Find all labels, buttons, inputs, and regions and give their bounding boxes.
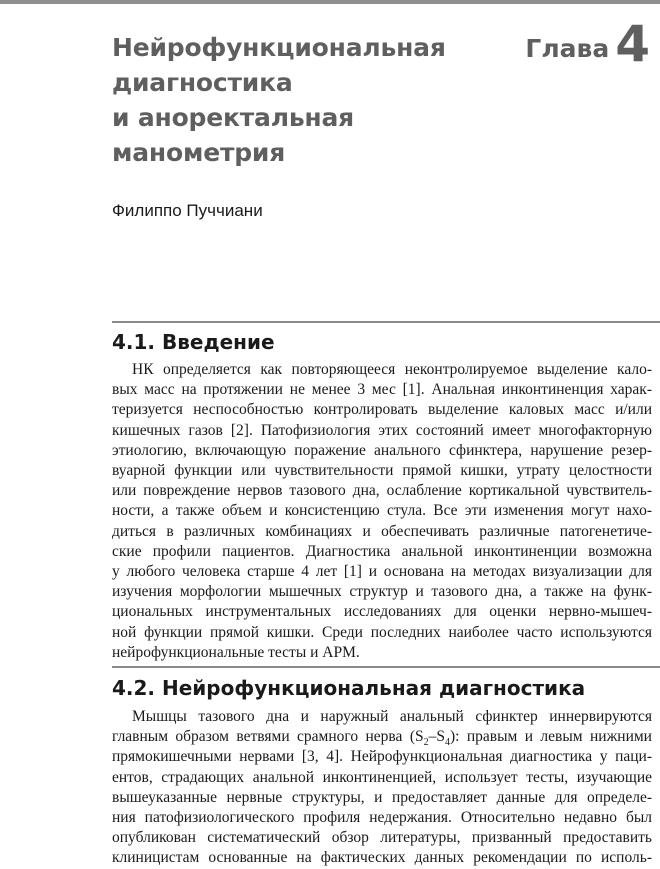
chapter-word: Глава [525, 34, 610, 63]
text-line: изучения морфологии мышечных структур и тазового дна, а также на функ- [112, 583, 652, 601]
text-line: или повреждение нервов тазового дна, ослабление кортикальной чувствитель- [112, 482, 652, 500]
text-line: клиницистам основанные на фактических данных рекомендации по исполь- [112, 849, 652, 867]
title-line: диагностика [112, 68, 293, 97]
text-line: теризуется неспособностью контролировать выделение каловых масс и/или [112, 401, 652, 419]
text-line: нейрофункциональные тесты и АРМ. [112, 643, 360, 661]
text-line: у любого человека старше 4 лет [1] и основана на методах визуализации для [112, 563, 652, 581]
text-line: прямокишечными нервами [3, 4]. Нейрофункциональная диагностика у паци- [112, 748, 652, 766]
section-heading: 4.1. Введение [112, 330, 275, 354]
title-line: и аноректальная [112, 103, 355, 132]
text-line: НК определяется как повторяющееся неконтролируемое выделение кало- [132, 361, 652, 378]
text-line: ния патофизиологического профиля недержания. Относительно недавно был [112, 809, 652, 827]
text-run: ): правым и левым нижними [449, 728, 652, 746]
author-name: Филиппо Пуччиани [112, 201, 263, 220]
text-line: ной функции прямой кишки. Среди последних наиболее часто используются [112, 623, 652, 641]
section-rule [112, 321, 660, 323]
text-line: ности, а также объем и консистенцию стула. Все эти изменения могут нахо- [112, 502, 652, 520]
text-line: вышеуказанные нервные структуры, и предоставляет данные для определе- [112, 788, 652, 806]
title-line: манометрия [112, 138, 286, 167]
section-paragraph [112, 360, 652, 663]
section-paragraph [112, 707, 652, 869]
text-line: Мышцы тазового дна и наружный анальный сфинктер иннервируются [132, 708, 652, 725]
text-line: ские профили пациентов. Диагностика анальной инконтиненции возможна [112, 542, 652, 560]
text-line: ентов, страдающих анальной инконтиненцией, использует тесты, изучающие [112, 768, 652, 786]
section-heading: 4.2. Нейрофункциональная диагностика [112, 676, 586, 700]
chapter-title [112, 30, 492, 170]
section-rule [112, 666, 660, 668]
text-line: вуарной функции или чувствительности прямой кишки, утрату целостности [112, 462, 652, 480]
text-run: –S [428, 728, 445, 746]
text-line: опубликован систематический обзор литературы, призванный предоставить [112, 829, 652, 847]
text-line: вых масс на протяжении не менее 3 мес [1]. Анальная инконтиненция харак- [112, 381, 652, 399]
text-line: кишечных газов [2]. Патофизиология этих состояний имеет многофакторную [112, 421, 652, 439]
text-line: этиологию, включающую поражение анального сфинктера, нарушение резер- [112, 441, 652, 459]
text-run: главным образом ветвями срамного нерва (S [112, 728, 424, 746]
text-line [112, 727, 652, 747]
chapter-number: 4 [615, 15, 650, 73]
chapter-label [525, 14, 650, 74]
subscript: 4 [444, 737, 450, 749]
text-line: диться в различных комбинациях и обеспечивать различные патогенетиче- [112, 522, 652, 540]
text-line: циональных инструментальных исследованиях для оценки нервно-мышеч- [112, 603, 652, 621]
top-rule [0, 0, 660, 4]
subscript: 2 [423, 737, 429, 749]
title-line: Нейрофункциональная [112, 33, 446, 62]
